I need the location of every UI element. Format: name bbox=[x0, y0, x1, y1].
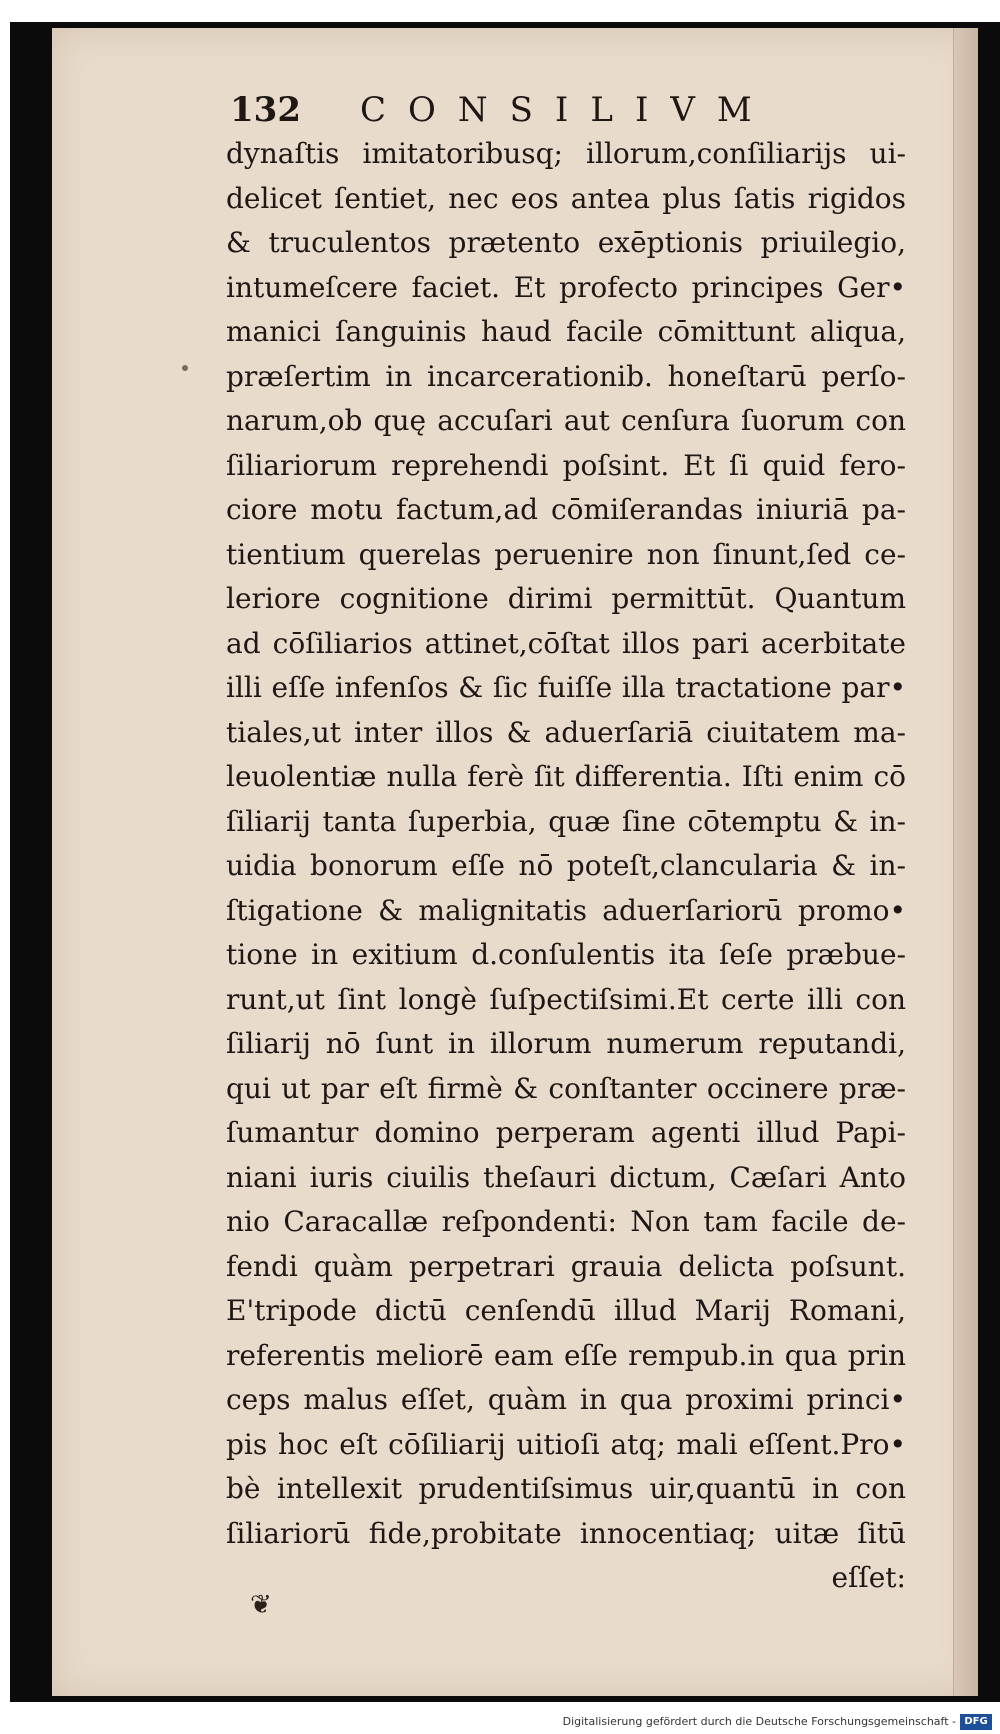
funding-credit: Digitalisierung gefördert durch die Deutsche Forschungsgemeinschaft - bbox=[562, 1715, 956, 1728]
page-edge bbox=[953, 28, 978, 1696]
text-line: narum,ob quę accuſari aut cenſura ſuorum con bbox=[226, 404, 906, 437]
running-head: CONSILIVM bbox=[360, 90, 774, 130]
text-line: fendi quàm perpetrari grauia delicta poſsunt. bbox=[226, 1249, 906, 1283]
text-line: ad cōſiliarios attinet,cōſtat illos pari acerbitate bbox=[226, 626, 906, 660]
dfg-logo: DFG bbox=[960, 1714, 992, 1730]
text-line: uidia bonorum eſſe nō poteſt,clancularia & in- bbox=[226, 849, 906, 882]
text-line: bè intellexit prudentiſsimus uir,quantū in con bbox=[226, 1472, 906, 1505]
text-line: leuolentiæ nulla ferè ſit differentia. Iſti enim cō bbox=[226, 760, 906, 793]
text-line: ſumantur domino perperam agenti illud Papi- bbox=[226, 1116, 906, 1149]
text-line: dynaſtis imitatoribusq; illorum,conſiliarijs ui- bbox=[226, 137, 906, 170]
text-line: delicet ſentiet, nec eos antea plus ſatis rigidos bbox=[226, 181, 906, 215]
page-number: 132 bbox=[230, 90, 301, 130]
text-line: nio Caracallæ reſpondenti: Non tam facile de- bbox=[226, 1205, 906, 1238]
text-line: intumeſcere faciet. Et profecto principes Ger• bbox=[226, 270, 906, 304]
text-line: ciore motu factum,ad cōmiſerandas iniuriā pa- bbox=[226, 493, 906, 526]
text-line: ſiliariorum reprehendi poſsint. Et ſi quid fero- bbox=[226, 448, 906, 482]
text-line: niani iuris ciuilis theſauri dictum, Cæſari Anto bbox=[226, 1160, 906, 1194]
text-line: tione in exitium d.conſulentis ita ſeſe præbue- bbox=[226, 938, 906, 971]
text-line: tientium querelas peruenire non ſinunt,ſed ce- bbox=[226, 537, 906, 571]
text-line: ſiliarij nō ſunt in illorum numerum reputandi, bbox=[226, 1027, 906, 1060]
text-line: illi eſſe infenſos & ſic fuiſſe illa tractatione par• bbox=[226, 671, 906, 704]
text-line: ſtigatione & malignitatis aduerſariorū promo• bbox=[226, 893, 906, 927]
text-line: manici ſanguinis haud facile cōmittunt aliqua, bbox=[226, 315, 906, 348]
text-line: tiales,ut inter illos & aduerſariā ciuitatem ma- bbox=[226, 715, 906, 749]
catchword: eſſet: bbox=[831, 1561, 906, 1594]
body-text bbox=[226, 132, 906, 1601]
fleuron-ornament-icon: ❦ bbox=[250, 1590, 272, 1620]
text-line: qui ut par eſt firmè & conſtanter occinere præ- bbox=[226, 1071, 906, 1105]
text-line: referentis meliorē eam eſſe rempub.in qua prin bbox=[226, 1338, 906, 1372]
text-line: runt,ut ſint longè ſuſpectiſsimi.Et certe illi con bbox=[226, 982, 906, 1016]
text-line: pis hoc eſt cōſiliarij uitioſi atq; mali eſſent.Pro• bbox=[226, 1427, 906, 1461]
text-line: ſiliariorū fide,probitate innocentiaq; uitæ ſitū bbox=[226, 1516, 906, 1550]
text-line: ceps malus eſſet, quàm in qua proximi princi• bbox=[226, 1383, 906, 1416]
margin-mark bbox=[182, 365, 188, 371]
digitization-footer bbox=[0, 1712, 1000, 1734]
text-line: & truculentos prætento exēptionis priuilegio, bbox=[226, 226, 906, 259]
text-line: ſiliarij tanta ſuperbia, quæ ſine cōtemptu & in- bbox=[226, 804, 906, 838]
text-line: præſertim in incarcerationib. honeſtarū perſo- bbox=[226, 359, 906, 393]
text-line: leriore cognitione dirimi permittūt. Quantum bbox=[226, 582, 906, 615]
text-line: E'tripode dictū cenſendū illud Marij Romani, bbox=[226, 1294, 906, 1327]
